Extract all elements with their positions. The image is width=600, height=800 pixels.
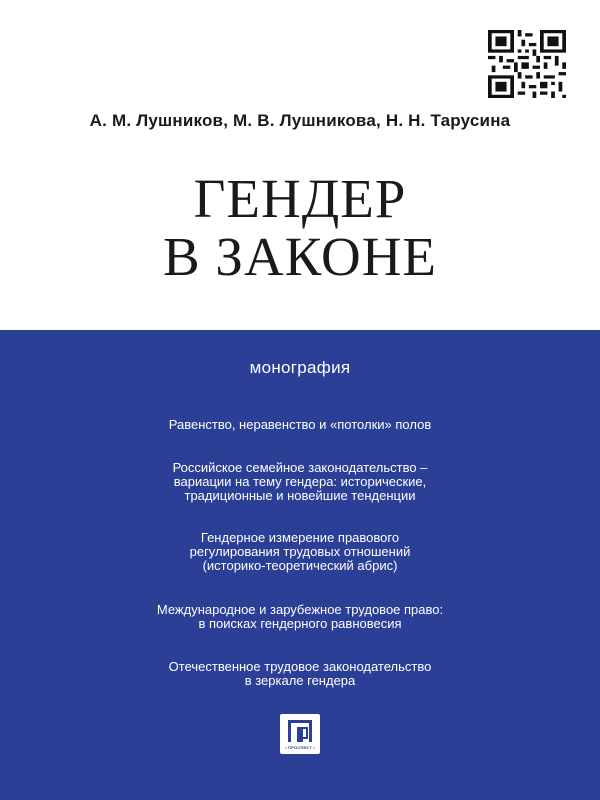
- topic-5: [0, 660, 600, 688]
- qr-code-icon: [488, 30, 566, 98]
- book-title-line-2: В ЗАКОНЕ: [162, 226, 438, 287]
- topic-line: в поисках гендерного равновесия: [198, 616, 402, 631]
- publisher-logo-text: • ПРОСПЕКТ •: [285, 745, 315, 750]
- topic-4: [0, 603, 600, 631]
- topic-line: Равенство, неравенство и «потолки» полов: [168, 417, 432, 432]
- topic-line: традиционные и новейшие тенденции: [184, 488, 416, 503]
- publisher-logo-icon: [280, 714, 320, 754]
- topic-line: вариации на тему гендера: исторические,: [173, 474, 427, 489]
- authors: А. М. Лушников, М. В. Лушникова, Н. Н. Тарусина: [89, 111, 511, 130]
- topic-3: [0, 531, 600, 573]
- publisher-logo-mark: [288, 720, 312, 742]
- topic-line: регулирования трудовых отношений: [189, 544, 411, 559]
- subtitle: монография: [249, 358, 351, 377]
- topic-line: Международное и зарубежное трудовое право:: [156, 602, 444, 617]
- topic-1: [0, 418, 600, 432]
- topic-line: Гендерное измерение правового: [200, 530, 400, 545]
- topic-line: в зеркале гендера: [244, 673, 356, 688]
- topic-line: Российское семейное законодательство –: [172, 460, 428, 475]
- topic-line: (историко-теоретический абрис): [202, 558, 398, 573]
- book-title: [0, 170, 600, 286]
- topic-2: [0, 461, 600, 503]
- topic-line: Отечественное трудовое законодательство: [168, 659, 432, 674]
- book-title-line-1: ГЕНДЕР: [193, 168, 407, 229]
